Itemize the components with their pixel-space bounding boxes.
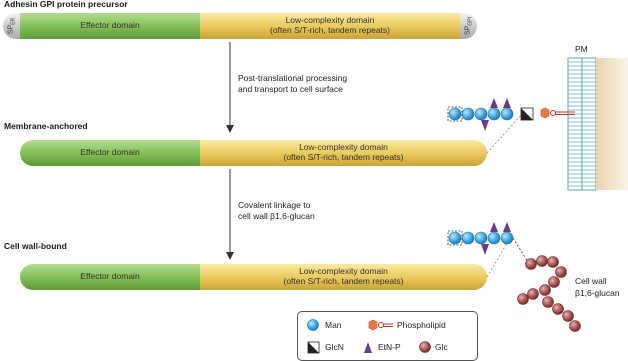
glucose-icon [420,342,431,353]
plasma-membrane [568,58,596,190]
legend-glc-label: Glc [435,342,448,352]
mannose-icon [501,108,513,120]
glucose-icon [537,256,548,267]
precursor-heading: Adhesin GPI protein precursor [4,0,128,9]
mannose-icon [449,108,461,120]
etn-p-icon [503,98,511,108]
cell-wall-bound-heading: Cell wall-bound [4,241,67,251]
legend [297,311,478,361]
low-complexity-sublabel: (often S/T-rich, tandem repeats) [270,25,390,35]
glucose-icon [549,277,560,288]
mannose-icon [449,232,461,244]
pm-label: PM [575,44,588,54]
glcn-icon [308,342,319,353]
low-complexity-sublabel: (often S/T-rich, tandem repeats) [283,152,404,162]
step2-line1: Covalent linkage to [238,200,311,210]
effector-domain-label: Effector domain [80,147,140,158]
glcn-icon [521,108,533,120]
sp-er-label: SP [6,24,14,35]
cell-wall-label: Cell wall [575,276,607,286]
low-complexity-label: Low-complexity domain [285,15,375,26]
legend-glcn-label: GlcN [325,342,344,352]
glucose-icon [563,311,574,322]
sp-gpi-label: SP [463,25,471,35]
mannose-icon [308,320,319,331]
glucose-icon [570,321,581,332]
gpi-anchor-membrane [448,98,575,153]
membrane-anchored-heading: Membrane-anchored [4,121,88,131]
glucose-icon [553,304,564,315]
step2-line2: cell wall β1,6-glucan [238,211,315,222]
glucose-icon [526,259,537,270]
low-complexity-sublabel: (often S/T-rich, tandem repeats) [283,276,404,286]
mannose-icon [475,232,487,244]
cell-interior [596,58,628,190]
etn-p-icon [364,342,372,353]
etn-p-icon [503,222,511,232]
effector-domain-label: Effector domain [80,271,140,282]
glucose-icon [540,285,551,296]
mannose-icon [462,108,474,120]
mannose-icon [475,108,487,120]
glucose-icon [548,257,559,268]
sp-er-subscript: ER [10,17,17,25]
glucan-chain [518,256,581,332]
arrow-down-icon [226,42,234,133]
legend-man-label: Man [325,320,342,330]
step1-line1: Post-translational processing [238,73,348,83]
glucose-icon [543,297,554,308]
mannose-icon [501,232,513,244]
etn-p-icon [481,244,489,255]
low-complexity-label: Low-complexity domain [299,266,388,277]
glucose-icon [528,289,539,300]
phospholipid-icon [369,320,393,330]
gpi-remnant-wall [448,222,528,277]
mannose-icon [462,232,474,244]
mannose-icon [488,108,500,120]
sp-gpi-subscript: GPI [467,17,474,26]
step1-line2: and transport to cell surface [238,84,343,95]
low-complexity-label: Low-complexity domain [299,142,388,153]
etn-p-icon [481,120,489,131]
legend-phospholipid-label: Phospholipid [397,320,446,330]
legend-etn-p-label: EtN-P [378,342,401,352]
etn-p-icon [490,98,498,108]
arrow-down-icon [226,169,234,260]
mannose-icon [488,232,500,244]
glucose-icon [556,267,567,278]
effector-domain-label: Effector domain [80,20,140,31]
glucan-label: β1,6-glucan [575,288,620,298]
glucose-icon [518,294,529,305]
etn-p-icon [490,222,498,232]
